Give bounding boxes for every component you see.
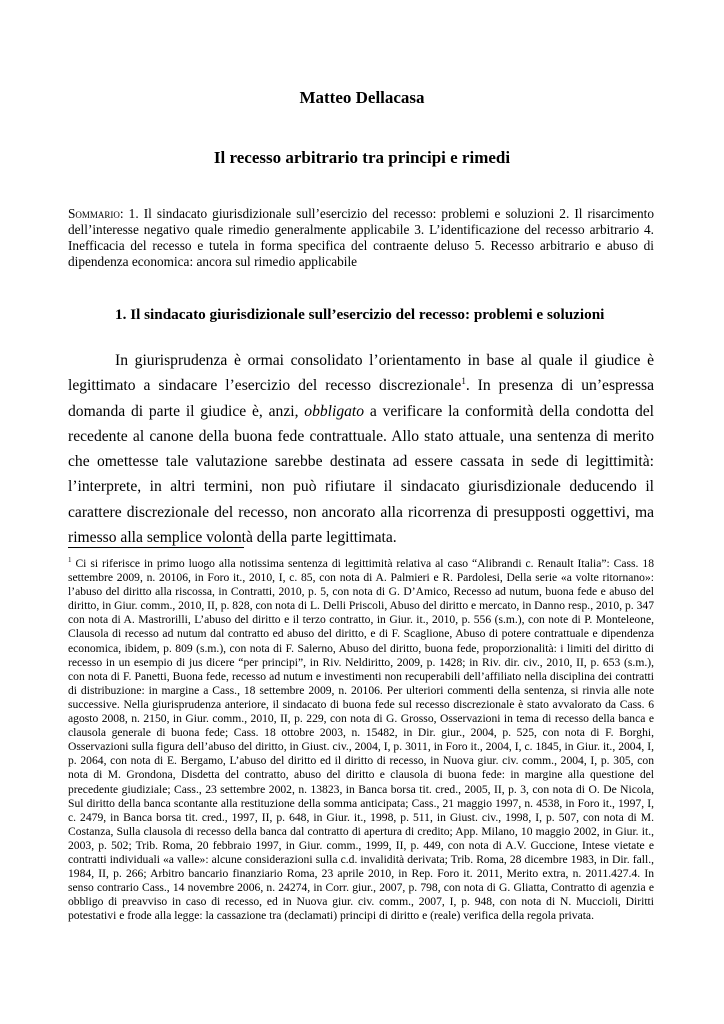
paper-title: Il recesso arbitrario tra principi e rimedi — [213, 148, 511, 167]
body-emphasis: obbligato — [304, 402, 365, 420]
body-text-part-2: . In presenza di un’espressa domanda di parte il giudice è, anzi, — [68, 377, 654, 420]
footnote-reference[interactable]: 1 — [461, 376, 466, 387]
summary-label: Sommario — [68, 206, 120, 221]
footnote-number: 1 — [68, 556, 72, 565]
summary-text: : 1. Il sindacato giurisdizionale sull’esercizio del recesso: problemi e soluzioni 2. Il risarcimento dell’interesse negativo quale rimedio generalmente applicabile 3. L’identificazione del recesso arbitrario 4. Inefficacia del recesso e tutela in forma specifica del contraente deluso 5. Recesso arbitrario e abuso di dipendenza economica: ancora sul rimedio applicabile — [68, 206, 654, 269]
body-text-part-3: a verificare la conformità della condotta del recedente al canone della buona fede contrattuale. Allo stato attuale, una sentenza di merito che omettesse tale valutazione sarebbe destinata ad essere cassata in sede di legittimità: l’interprete, in altri termini, non può rifiutare il sindacato giurisdizionale deducendo il carattere discrezionale del recesso, non ancorato alla ricorrenza di presupposti oggettivi, ma rimesso alla semplice volontà della parte legittimata. — [68, 402, 654, 547]
footnote — [68, 557, 654, 923]
author-name: Matteo Dellacasa — [299, 88, 425, 107]
summary-block — [68, 206, 654, 270]
body-paragraph — [68, 348, 654, 550]
section-heading: 1. Il sindacato giurisdizionale sull’esercizio del recesso: problemi e soluzioni — [115, 306, 605, 323]
footnote-text: Ci si riferisce in primo luogo alla notissima sentenza di legittimità relativa al caso “Alibrandi c. Renault Italia”: Cass. 18 settembre 2009, n. 20106, in Foro it., 2010, I, c. 85, con nota di A. Palmieri e R. Pardolesi, Della serie «a volte ritornano»: l’abuso del diritto alla riscossa, in Contratti, 2010, p. 5, con nota di G. D’Amico, Recesso ad nutum, buona fede e abuso del diritto, in Giur. comm., 2010, II, p. 828, con nota di L. Delli Priscoli, Abuso del diritto e mercato, in Danno resp., 2010, p. 347 con nota di A. Mastrorilli, L’abuso del diritto e il terzo contratto, in Giur. it., 2010, p. 556 (s.m.), con note di P. Monteleone, Clausola di recesso ad nutum dal contratto ed abuso del diritto, e di F. Scaglione, Abuso di potere contrattuale e dipendenza economica, ibidem, p. 809 (s.m.), con nota di F. Salerno, Abuso del diritto, buona fede, proporzionalità: i limiti del diritto di recesso in un esempio di jus dicere “per principi”, in Riv. Neldiritto, 2009, p. 1428; in Riv. dir. civ., 2010, II, p. 653 (s.m.), con nota di F. Panetti, Buona fede, recesso ad nutum e investimenti non recuperabili dell’affiliato nella disciplina dei contratti di distribuzione: in margine a Cass., 18 settembre 2009, n. 20106. Per ulteriori commenti della sentenza, si rinvia alle note successive. Nella giurisprudenza anteriore, il sindacato di buona fede sul recesso discrezionale è stato avvalorato da Cass. 6 agosto 2008, n. 2150, in Giur. comm., 2010, II, p. 229, con nota di G. Grosso, Osservazioni in tema di recesso della banca e clausola generale di buona fede; Cass. 18 ottobre 2003, n. 15482, in Dir. giur., 2004, p. 525, con nota di F. Borghi, Osservazioni sulla figura dell’abuso del diritto, in Giust. civ., 2004, I, p. 3011, in Foro it., 2004, I, c. 1845, in Giur. it., 2004, I, p. 2064, con nota di E. Bergamo, L’abuso del diritto ed il diritto di recesso, in Nuova giur. civ. comm., 2004, I, p. 305, con nota di M. Grondona, Disdetta del contratto, abuso del diritto e clausola di buona fede: in margine alla questione del precedente giudiziale; Cass., 23 settembre 2002, n. 13823, in Banca borsa tit. cred., 2005, II, p. 3, con nota di O. De Nicola, Sul diritto della banca scontante alla restituzione della somma anticipata; Cass., 21 maggio 1997, n. 4538, in Foro it., 1997, I, c. 2479, in Banca borsa tit. cred., 1997, II, p. 648, in Giur. it., 1998, p. 511, in Giust. civ., 1998, I, p. 507, con nota di M. Costanza, Sulla clausola di recesso della banca dal contratto di apertura di credito; App. Milano, 10 maggio 2002, in Giur. it., 2003, p. 502; Trib. Roma, 20 febbraio 1997, in Giur. comm., 1999, II, p. 449, con nota di A.V. Guccione, Intese vietate e contratti individuali «a valle»: alcune considerazioni sulla c.d. invalidità derivata; Trib. Roma, 28 dicembre 1983, in Dir. fall., 1984, II, p. 266; Arbitro bancario finanziario Roma, 23 aprile 2010, in Rep. Foro it. 2011, Merito extra, n. 2011.427.4. In senso contrario Cass., 14 novembre 2006, n. 24274, in Corr. giur., 2007, p. 798, con nota di G. Gliatta, Contratto di agenzia e obbligo di preavviso in caso di recesso, ed in Nuova giur. civ. comm., 2007, I, p. 948, con nota di N. Muccioli, Diritti potestativi e frode alla legge: la cassazione tra (declamati) principi di diritto e (reale) verifica della regola privata. — [68, 557, 654, 923]
footnote-separator — [68, 547, 244, 548]
body-text-part-1: In giurisprudenza è ormai consolidato l’orientamento in base al quale il giudice è legittimato a sindacare l’esercizio del recesso discrezionale — [68, 352, 654, 395]
